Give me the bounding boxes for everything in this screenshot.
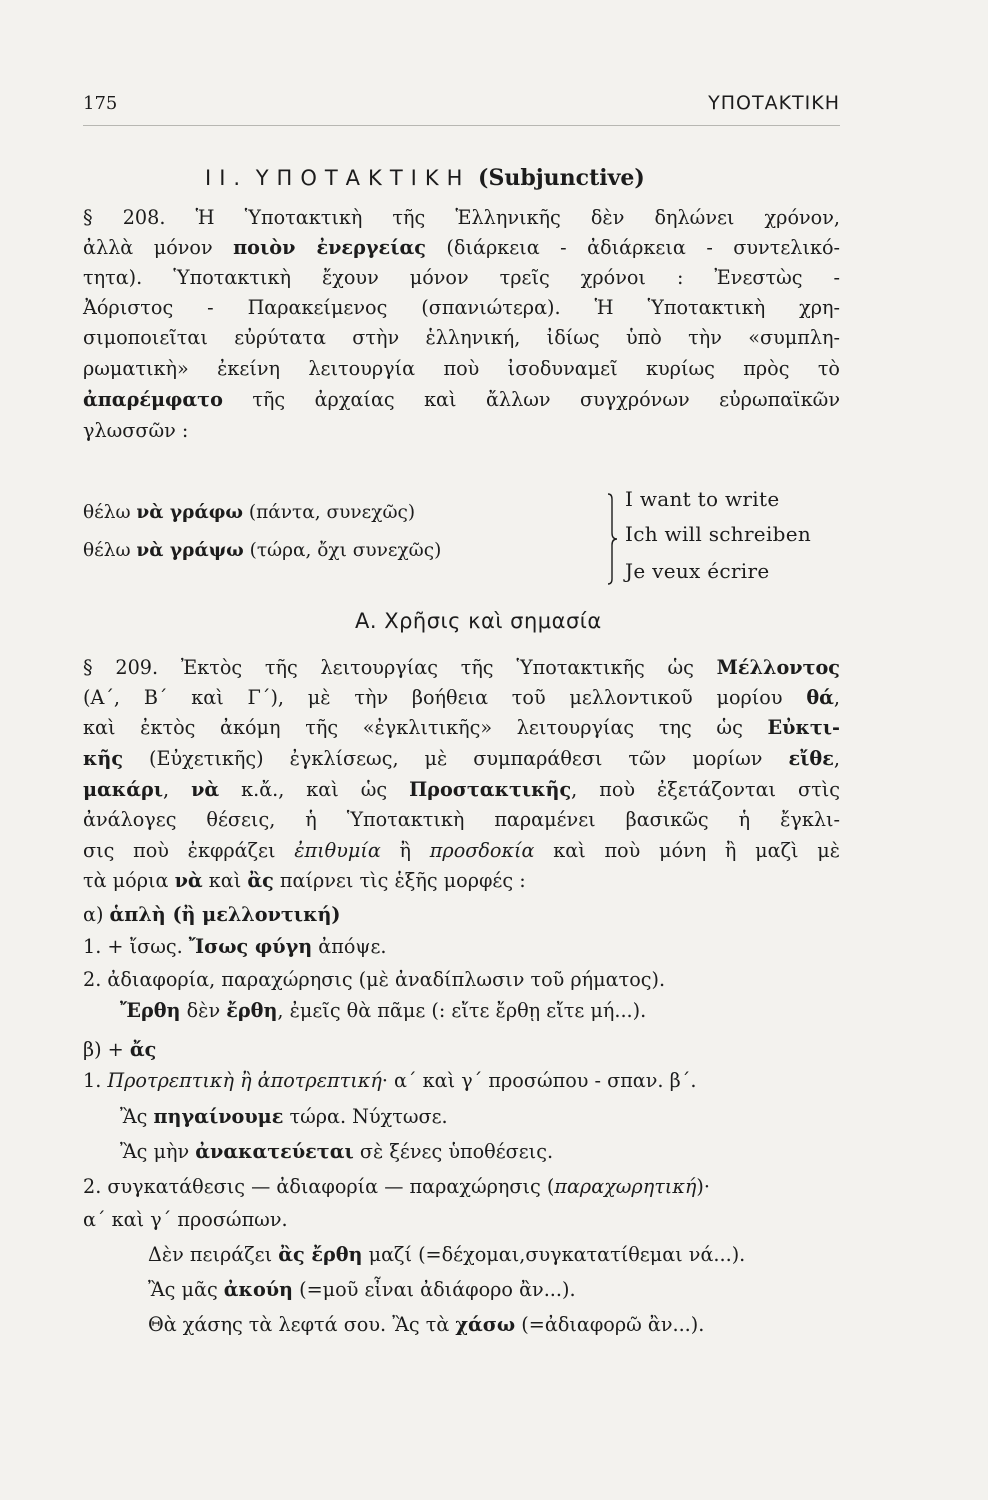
list-b-example-5: Θὰ χάσης τὰ λεφτά σου. Ἂς τὰ χάσω (=ἀδιαφορῶ ἂν...). — [148, 1313, 705, 1336]
p209-line-4: κῆς (Εὐχετικῆς) ἐγκλίσεως, μὲ συμπαράθεσι τῶν μορίων εἴθε, — [83, 747, 840, 770]
list-a-heading: α) ἁπλὴ (ἢ μελλοντική) — [83, 903, 341, 926]
translation-german: Ich will schreiben — [625, 522, 812, 546]
list-b-example-4: Ἂς μᾶς ἀκούη (=μοῦ εἶναι ἀδιάφορο ἂν...). — [148, 1278, 576, 1301]
chapter-title: ΥΠΟΤΑΚΤΙΚΗ — [255, 166, 471, 190]
list-b-example-2: Ἂς μὴν ἀνακατεύεται σὲ ξένες ὑποθέσεις. — [120, 1140, 554, 1163]
translation-english: I want to write — [625, 487, 780, 511]
p208-line-5: σιμοποιεῖται εὐρύτατα στὴν ἑλληνική, ἰδίως ὑπὸ τὴν «συμπλη- — [83, 326, 840, 349]
list-b-item-2: 2. συγκατάθεσις — ἀδιαφορία — παραχώρησις (παραχωρητική)· — [83, 1175, 711, 1198]
curly-brace-icon — [606, 493, 618, 585]
chapter-numeral: II. — [205, 166, 249, 190]
p209-line-6: ἀνάλογες θέσεις, ἡ Ὑποτακτικὴ παραμένει βασικῶς ἡ ἔγκλι- — [83, 808, 840, 831]
p208-line-8: γλωσσῶν : — [83, 419, 189, 442]
list-a-item-1: 1. + ἴσως. Ἴσως φύγη ἀπόψε. — [83, 935, 387, 958]
page-number: 175 — [83, 93, 118, 114]
section-heading: Α. Χρῆσις καὶ σημασία — [355, 609, 602, 633]
list-b-item-1: 1. Προτρεπτικὴ ἢ ἀποτρεπτική· α΄ καὶ γ΄ προσώπου - σπαν. β΄. — [83, 1069, 697, 1092]
chapter-heading — [205, 163, 645, 191]
p208-line-3: τητα). Ὑποτακτικὴ ἔχουν μόνον τρεῖς χρόνοι : Ἐνεστὼς - — [83, 266, 840, 289]
p208-line-2: ἀλλὰ μόνον ποιὸν ἐνεργείας (διάρκεια - ἀδιάρκεια - συντελικό- — [83, 236, 840, 259]
p209-line-3: καὶ ἐκτὸς ἀκόμη τῆς «ἐγκλιτικῆς» λειτουργίας της ὡς Εὐκτι- — [83, 716, 840, 739]
list-a-item-2: 2. ἀδιαφορία, παραχώρησις (μὲ ἀναδίπλωσιν τοῦ ρήματος). — [83, 968, 666, 991]
p208-line-1: § 208. Ἡ Ὑποτακτικὴ τῆς Ἑλληνικῆς δὲν δηλώνει χρόνον, — [83, 206, 840, 229]
p209-line-2: (Α΄, Β΄ καὶ Γ΄), μὲ τὴν βοήθεια τοῦ μελλοντικοῦ μορίου θά, — [83, 686, 840, 709]
list-b-example-3: Δὲν πειράζει ἂς ἔρθη μαζί (=δέχομαι,συγκατατίθεμαι νά...). — [148, 1243, 746, 1266]
p209-line-7: σις ποὺ ἐκφράζει ἐπιθυμία ἢ προσδοκία καὶ ποὺ μόνη ἢ μαζὶ μὲ — [83, 839, 840, 862]
p208-line-4: Ἀόριστος - Παρακείμενος (σπανιώτερα). Ἡ Ὑποτακτικὴ χρη- — [83, 296, 840, 319]
p209-line-8: τὰ μόρια νὰ καὶ ἂς παίρνει τὶς ἑξῆς μορφές : — [83, 869, 526, 892]
translation-french: Je veux écrire — [625, 559, 770, 583]
p208-line-6: ρωματικὴ» ἐκείνη λειτουργία ποὺ ἰσοδυναμεῖ κυρίως πρὸς τὸ — [83, 357, 840, 380]
example-2: θέλω νὰ γράψω (τώρα, ὄχι συνεχῶς) — [83, 540, 442, 561]
running-title: ΥΠΟΤΑΚΤΙΚΗ — [708, 92, 840, 114]
header-rule — [83, 125, 840, 126]
p208-line-7: ἀπαρέμφατο τῆς ἀρχαίας καὶ ἄλλων συγχρόνων εὐρωπαϊκῶν — [83, 388, 840, 411]
chapter-title-english: (Subjunctive) — [478, 165, 645, 191]
example-1: θέλω νὰ γράφω (πάντα, συνεχῶς) — [83, 502, 416, 523]
list-b-example-1: Ἂς πηγαίνουμε τώρα. Νύχτωσε. — [120, 1105, 448, 1128]
list-b-item-2-cont: α΄ καὶ γ΄ προσώπων. — [83, 1208, 288, 1231]
list-b-heading: β) + ἄς — [83, 1038, 157, 1061]
p209-line-1: § 209. Ἐκτὸς τῆς λειτουργίας τῆς Ὑποτακτικῆς ὡς Μέλλοντος — [83, 656, 840, 679]
p209-line-5: μακάρι, νὰ κ.ἄ., καὶ ὡς Προστακτικῆς, ποὺ ἐξετάζονται στὶς — [83, 778, 840, 801]
list-a-example: Ἔρθη δὲν ἔρθη, ἐμεῖς θὰ πᾶμε (: εἴτε ἔρθῃ εἴτε μή...). — [120, 999, 647, 1022]
